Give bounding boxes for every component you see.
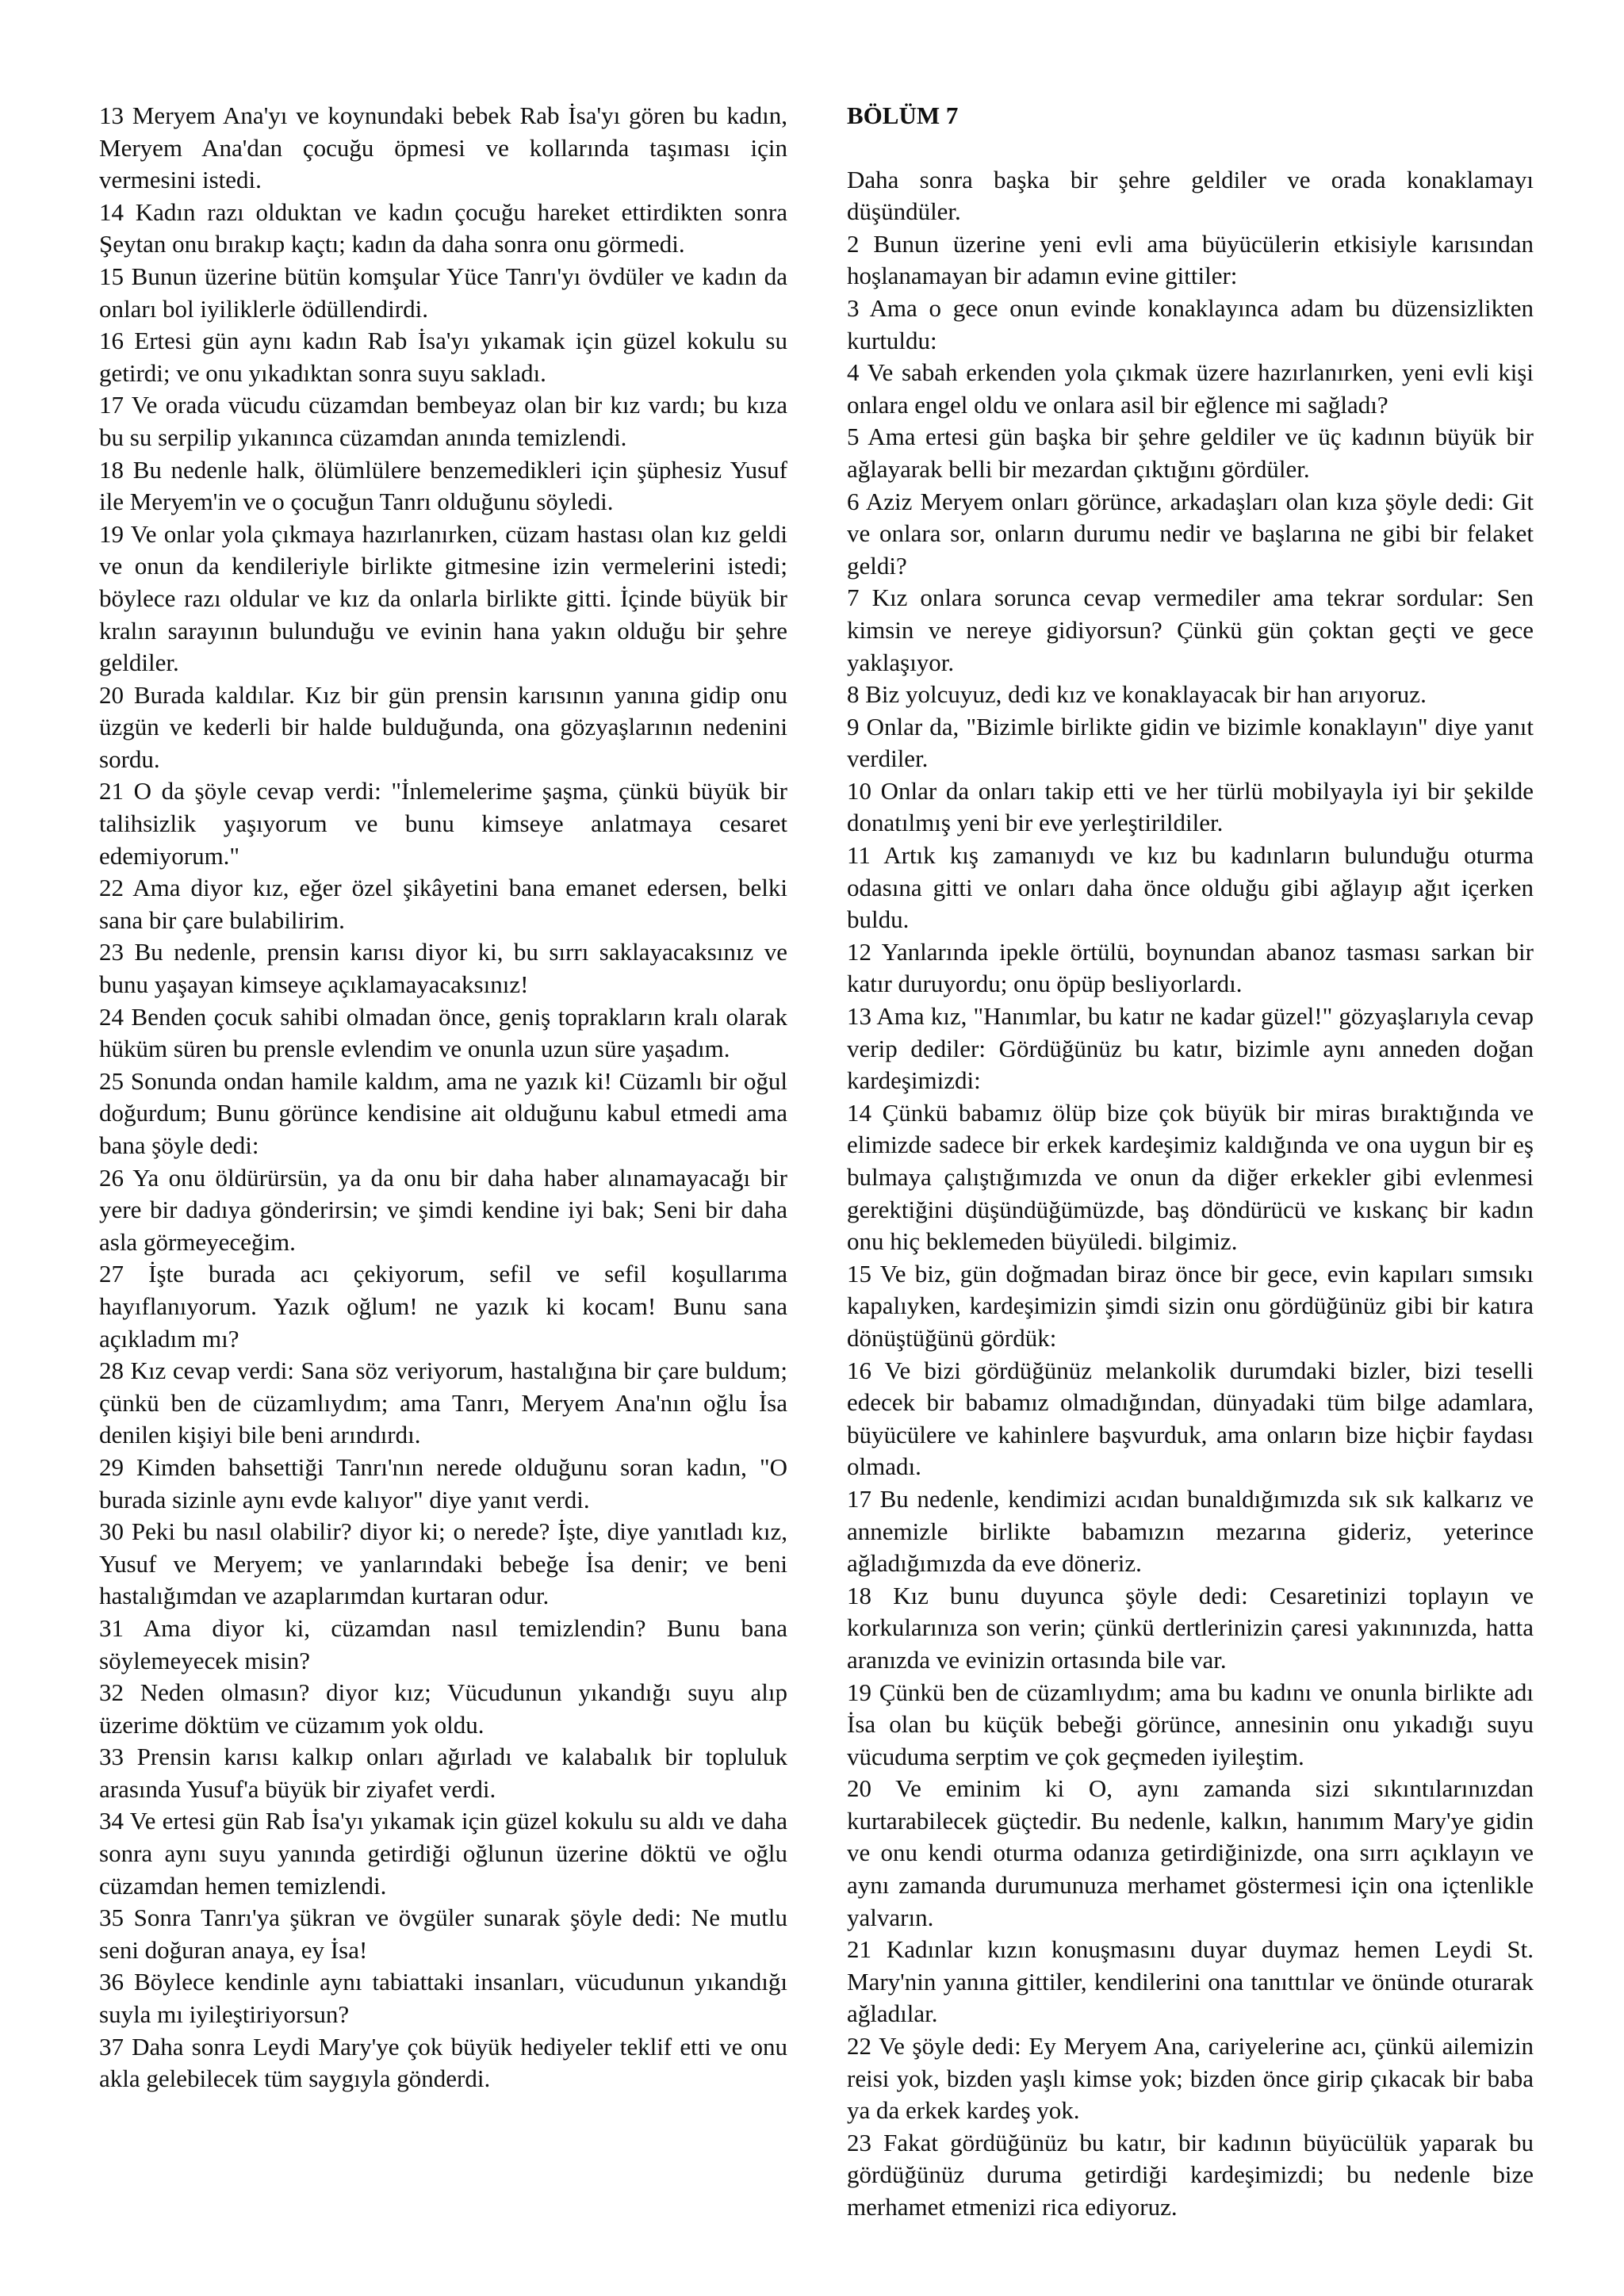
chapter-7-verse-9: 9 Onlar da, "Bizimle birlikte gidin ve bizimle konaklayın" diye yanıt verdiler. [847, 712, 1534, 773]
verse-32: 32 Neden olmasın? diyor kız; Vücudunun yıkandığı suyu alıp üzerime döktüm ve cüzamım yok oldu. [99, 1678, 787, 1739]
verse-34: 34 Ve ertesi gün Rab İsa'yı yıkamak için güzel kokulu su aldı ve daha sonra aynı suyu yanında getirdiği oğlunun üzerine döktü ve oğlu cüzamdan hemen temizlendi. [99, 1807, 787, 1900]
chapter-7-verse-11: 11 Artık kış zamanıydı ve kız bu kadınların bulunduğu oturma odasına gitti ve onları daha önce olduğu gibi ağlayıp ağıt içerken buldu. [847, 841, 1534, 934]
chapter-7-verse-15: 15 Ve biz, gün doğmadan biraz önce bir gece, evin kapıları sımsıkı kapalıyken, kardeşimizin şimdi sizin onu gördüğünüz gibi bir katıra dönüştüğünü gördük: [847, 1259, 1534, 1352]
verse-14: 14 Kadın razı olduktan ve kadın çocuğu hareket ettirdikten sonra Şeytan onu bırakıp kaçtı; kadın da daha sonra onu görmedi. [99, 197, 787, 258]
chapter-7-verse-18: 18 Kız bunu duyunca şöyle dedi: Cesaretinizi toplayın ve korkularınıza son verin; çünkü dertlerinizin çaresi yakınınızda, hatta aranızda ve evinizin ortasında bile var. [847, 1581, 1534, 1674]
chapter-7-verse-17: 17 Bu nedenle, kendimizi acıdan bunaldığımızda sık sık kalkarız ve annemizle birlikte babamızın mezarına gideriz, yeterince ağladığımızda da eve döneriz. [847, 1484, 1534, 1578]
right-text-column [847, 100, 1534, 2224]
verse-18: 18 Bu nedenle halk, ölümlülere benzemedikleri için şüphesiz Yusuf ile Meryem'in ve o çocuğun Tanrı olduğunu söyledi. [99, 455, 787, 516]
verse-24: 24 Benden çocuk sahibi olmadan önce, geniş toprakların kralı olarak hüküm süren bu prensle evlendim ve onunla uzun süre yaşadım. [99, 1002, 787, 1063]
verse-25: 25 Sonunda ondan hamile kaldım, ama ne yazık ki! Cüzamlı bir oğul doğurdum; Bunu görünce kendisine ait olduğunu kabul etmedi ama bana şöyle dedi: [99, 1066, 787, 1159]
chapter-title: BÖLÜM 7 [847, 101, 959, 129]
verse-27: 27 İşte burada acı çekiyorum, sefil ve sefil koşullarıma hayıflanıyorum. Yazık oğlum! ne yazık ki kocam! Bunu sana açıkladım mı? [99, 1260, 787, 1353]
verse-22: 22 Ama diyor kız, eğer özel şikâyetini bana emanet edersen, belki sana bir çare bulabilirim. [99, 874, 787, 934]
verse-33: 33 Prensin karısı kalkıp onları ağırladı ve kalabalık bir topluluk arasında Yusuf'a büyük bir ziyafet verdi. [99, 1743, 787, 1803]
chapter-7-verse-16: 16 Ve bizi gördüğünüz melankolik durumdaki bizler, bizi teselli edecek bir babamız olmadığından, dünyadaki tüm bilge adamlara, büyücülere ve kahinlere başvurduk, ama onların bize hiçbir faydası olmadı. [847, 1356, 1534, 1481]
chapter-7-verse-5: 5 Ama ertesi gün başka bir şehre geldiler ve üç kadının büyük bir ağlayarak belli bir mezardan çıktığını gördüler. [847, 423, 1534, 483]
chapter-7-verse-3: 3 Ama o gece onun evinde konaklayınca adam bu düzensizlikten kurtuldu: [847, 293, 1534, 354]
verse-26: 26 Ya onu öldürürsün, ya da onu bir daha haber alınamayacağı bir yere bir dadıya gönderirsin; ve şimdi kendine iyi bak; Seni bir daha asla görmeyeceğim. [99, 1163, 787, 1256]
verse-37: 37 Daha sonra Leydi Mary'ye çok büyük hediyeler teklif etti ve onu akla gelebilecek tüm saygıyla gönderdi. [99, 2032, 787, 2093]
chapter-7-verse-14: 14 Çünkü babamız ölüp bize çok büyük bir miras bıraktığında ve elimizde sadece bir erkek kardeşimiz kaldığında ve ona uygun bir eş bulmaya çalıştığımızda ve onun da diğer erkekler gibi evlenmesi gerektiğini düşündüğümüzde, baş döndürücü ve kıskanç bir kadın onu hiç beklemeden büyüledi. bilgimiz. [847, 1098, 1534, 1256]
chapter-7-verse-22: 22 Ve şöyle dedi: Ey Meryem Ana, cariyelerine acı, çünkü ailemizin reisi yok, bizden yaşlı kimse yok; bizden önce girip çıkacak bir baba ya da erkek kardeş yok. [847, 2032, 1534, 2125]
verse-20: 20 Burada kaldılar. Kız bir gün prensin karısının yanına gidip onu üzgün ve kederli bir halde bulduğunda, ona gözyaşlarının nedenini sordu. [99, 680, 787, 773]
chapter-7-verse-21: 21 Kadınlar kızın konuşmasını duyar duymaz hemen Leydi St. Mary'nin yanına gittiler, kendilerini ona tanıttılar ve önünde oturarak ağladılar. [847, 1935, 1534, 2028]
chapter-7-verse-19: 19 Çünkü ben de cüzamlıydım; ama bu kadını ve onunla birlikte adı İsa olan bu küçük bebeği görünce, annesinin onu yıkadığı suyu vücuduma serptim ve çok geçmeden iyileştim. [847, 1678, 1534, 1770]
chapter-7-verse-13: 13 Ama kız, "Hanımlar, bu katır ne kadar güzel!" gözyaşlarıyla cevap verip dediler: Gördüğünüz bu katır, bizimle aynı anneden doğan kardeşimizdi: [847, 1002, 1534, 1095]
verse-30: 30 Peki bu nasıl olabilir? diyor ki; o nerede? İşte, diye yanıtladı kız, Yusuf ve Meryem; ve yanlarındaki bebeğe İsa denir; ve beni hastalığımdan ve azaplarımdan kurtaran odur. [99, 1517, 787, 1610]
left-text-column [99, 100, 787, 2095]
verse-29: 29 Kimden bahsettiği Tanrı'nın nerede olduğunu soran kadın, "O burada sizinle aynı evde kalıyor" diye yanıt verdi. [99, 1452, 787, 1513]
chapter-7-verse-4: 4 Ve sabah erkenden yola çıkmak üzere hazırlanırken, yeni evli kişi onlara engel oldu ve onlara asil bir eğlence mi sağladı? [847, 358, 1534, 419]
chapter-7-verse-23: 23 Fakat gördüğünüz bu katır, bir kadının büyücülük yaparak bu gördüğünüz duruma getirdiği kardeşimizdi; bu nedenle bize merhamet etmenizi rica ediyoruz. [847, 2128, 1534, 2221]
verse-13: 13 Meryem Ana'yı ve koynundaki bebek Rab İsa'yı gören bu kadın, Meryem Ana'dan çocuğu öpmesi ve kollarında taşıması için vermesini istedi. [99, 101, 787, 194]
verse-23: 23 Bu nedenle, prensin karısı diyor ki, bu sırrı saklayacaksınız ve bunu yaşayan kimseye açıklamayacaksınız! [99, 938, 787, 999]
chapter-7-verse-6: 6 Aziz Meryem onları görünce, arkadaşları olan kıza şöyle dedi: Git ve onlara sor, onların durumu nedir ve başlarına ne gibi bir felaket geldi? [847, 487, 1534, 580]
verse-15: 15 Bunun üzerine bütün komşular Yüce Tanrı'yı övdüler ve kadın da onları bol iyiliklerle ödüllendirdi. [99, 262, 787, 323]
chapter-7-verse-7: 7 Kız onlara sorunca cevap vermediler ama tekrar sordular: Sen kimsin ve nereye gidiyorsun? Çünkü gün çoktan geçti ve gece yaklaşıyor. [847, 584, 1534, 676]
chapter-7-verse-10: 10 Onlar da onları takip etti ve her türlü mobilyayla iyi bir şekilde donatılmış yeni bir eve yerleştirildiler. [847, 776, 1534, 837]
chapter-7-verse-20: 20 Ve eminim ki O, aynı zamanda sizi sıkıntılarınızdan kurtarabilecek güçtedir. Bu nedenle, kalkın, hanımım Mary'ye gidin ve onu kendi oturma odanıza getirdiğinizde, ona sırrı açıklayın ve aynı zamanda durumunuza merhamet göstermesi için ona içtenlikle yalvarın. [847, 1774, 1534, 1931]
chapter-7-verse-12: 12 Yanlarında ipekle örtülü, boynundan abanoz tasması sarkan bir katır duruyordu; onu öpüp besliyorlardı. [847, 937, 1534, 998]
verse-17: 17 Ve orada vücudu cüzamdan bembeyaz olan bir kız vardı; bu kıza bu su serpilip yıkanınca cüzamdan anında temizlendi. [99, 391, 787, 451]
verse-16: 16 Ertesi gün aynı kadın Rab İsa'yı yıkamak için güzel kokulu su getirdi; ve onu yıkadıktan sonra suyu sakladı. [99, 327, 787, 387]
chapter-7-verse-2: 2 Bunun üzerine yeni evli ama büyücülerin etkisiyle karısından hoşlanamayan bir adamın evine gittiler: [847, 229, 1534, 290]
verse-36: 36 Böylece kendinle aynı tabiattaki insanları, vücudunun yıkandığı suyla mı iyileştiriyorsun? [99, 1968, 787, 2029]
verse-21: 21 O da şöyle cevap verdi: "İnlemelerime şaşma, çünkü büyük bir talihsizlik yaşıyorum ve bunu kimseye anlatmaya cesaret edemiyorum." [99, 777, 787, 870]
chapter-7-verse-1: Daha sonra başka bir şehre geldiler ve orada konaklamayı düşündüler. [847, 165, 1534, 226]
verse-31: 31 Ama diyor ki, cüzamdan nasıl temizlendin? Bunu bana söylemeyecek misin? [99, 1613, 787, 1674]
verse-35: 35 Sonra Tanrı'ya şükran ve övgüler sunarak şöyle dedi: Ne mutlu seni doğuran anaya, ey İsa! [99, 1904, 787, 1964]
verse-19: 19 Ve onlar yola çıkmaya hazırlanırken, cüzam hastası olan kız geldi ve onun da kendileriyle birlikte gitmesine izin vermelerini istedi; böylece razı oldular ve kız da onlarla birlikte gitti. İçinde büyük bir kralın sarayının bulunduğu ve evinin hana yakın olduğu bir şehre geldiler. [99, 519, 787, 677]
chapter-7-verse-8: 8 Biz yolcuyuz, dedi kız ve konaklayacak bir han arıyoruz. [847, 680, 1427, 709]
verse-28: 28 Kız cevap verdi: Sana söz veriyorum, hastalığına bir çare buldum; çünkü ben de cüzamlıydım; ama Tanrı, Meryem Ana'nın oğlu İsa denilen kişiyi bile beni arındırdı. [99, 1357, 787, 1449]
